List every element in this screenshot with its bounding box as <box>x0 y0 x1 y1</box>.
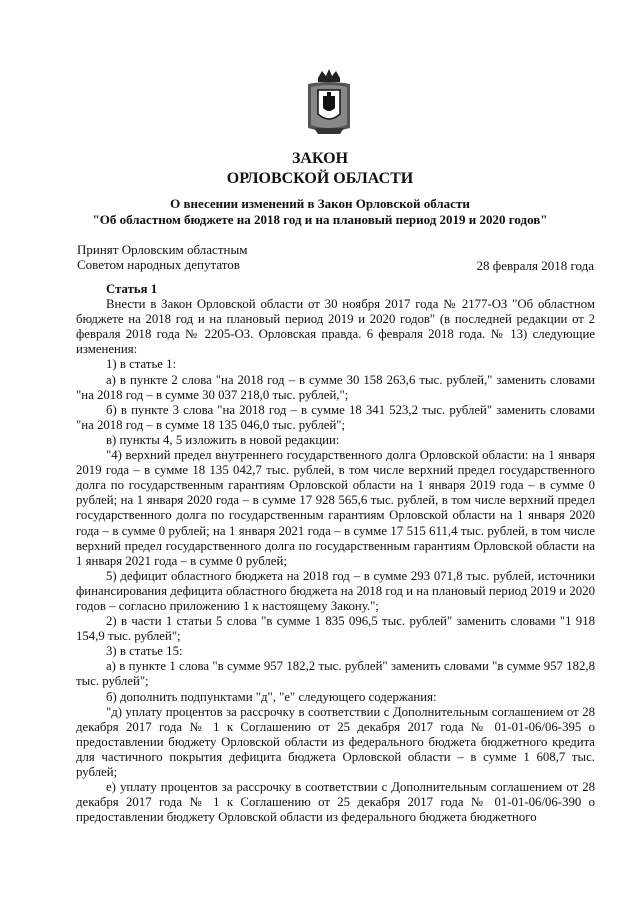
coat-of-arms-emblem <box>304 68 354 136</box>
document-title-region: ОРЛОВСКОЙ ОБЛАСТИ <box>226 170 414 187</box>
paragraph: 3) в статье 15: <box>106 644 183 659</box>
paragraph: 5) дефицит областного бюджета на 2018 год – в сумме 293 071,8 тыс. рублей, источники финансирования дефицита областного бюджета на 2018 год и на плановый период 2019 и 2020 годов – согласно приложению 1 к настоящему Закону."; <box>76 568 595 613</box>
paragraph: б) дополнить подпунктами "д", "е" следующего содержания: <box>106 689 437 704</box>
paragraph: "4) верхний предел внутреннего государственного долга Орловской области: на 1 января 2019 года – в сумме 18 135 042,7 тыс. рублей, в том числе верхний предел государственного долга по государственным гарантиям Орловской области на 1 января 2019 года – в сумме 0 рублей; на 1 января 2020 года – в сумме 17 928 565,6 тыс. рублей, в том числе верхний предел государственного долга по государственным гарантиям Орловской области на 1 января 2020 года – в сумме 0 рублей; на 1 января 2021 года – в сумме 17 515 611,4 тыс. рублей, в том числе верхний предел государственного долга по государственным гарантиям Орловской области на 1 января 2021 года – в сумме 0 рублей; <box>76 448 595 568</box>
paragraph: "д) уплату процентов за рассрочку в соответствии с Дополнительным соглашением от 28 декабря 2017 года № 1 к Соглашению от 25 декабря 2017 года № 01-01-06/06-395 о предоставлении бюджету Орловской области из федерального бюджета бюджетного кредита для частичного покрытия дефицита бюджета Орловской области – в сумме 1 608,7 тыс. рублей; <box>76 704 595 779</box>
document-subtitle-line2: "Об областном бюджете на 2018 год и на плановый период 2019 и 2020 годов" <box>92 212 548 227</box>
paragraph: 1) в статье 1: <box>106 357 177 372</box>
document-title: ЗАКОН <box>291 150 349 167</box>
adoption-statement <box>77 242 247 272</box>
document-body <box>76 282 595 825</box>
paragraph: б) в пункте 3 слова "на 2018 год – в сумме 18 341 523,2 тыс. рублей" заменить словами "на 2018 год – в сумме 18 135 046,0 тыс. рублей"; <box>76 402 595 432</box>
adoption-date: 28 февраля 2018 года <box>476 258 594 273</box>
article-heading: Статья 1 <box>106 282 158 296</box>
paragraph: а) в пункте 1 слова "в сумме 957 182,2 тыс. рублей" заменить словами "в сумме 957 182,8 тыс. рублей"; <box>76 659 595 689</box>
adoption-line1: Принят Орловским областным <box>77 242 248 257</box>
paragraph: Внести в Закон Орловской области от 30 ноября 2017 года № 2177-ОЗ "Об областном бюджете на 2018 год и на плановый период 2019 и 2020 годов" (в последней редакции от 2 февраля 2018 года № 2205-ОЗ. Орловская правда. 6 февраля 2018 года. № 13) следующие изменения: <box>76 297 595 357</box>
paragraph: 2) в части 1 статьи 5 слова "в сумме 1 835 096,5 тыс. рублей" заменить словами "1 918 154,9 тыс. рублей"; <box>76 614 595 644</box>
paragraph: в) пункты 4, 5 изложить в новой редакции: <box>106 432 340 447</box>
paragraph: а) в пункте 2 слова "на 2018 год – в сумме 30 158 263,6 тыс. рублей," заменить словами "на 2018 год – в сумме 30 037 218,0 тыс. рублей,"; <box>76 372 595 402</box>
document-subtitle-line1: О внесении изменений в Закон Орловской области <box>170 196 470 211</box>
paragraph: е) уплату процентов за рассрочку в соответствии с Дополнительным соглашением от 28 декабря 2017 года № 1 к Соглашению от 25 декабря 2017 года № 01-01-06/06-390 о предоставлении бюджету Орловской области из федерального бюджета бюджетного <box>76 780 595 825</box>
adoption-line2: Советом народных депутатов <box>77 257 240 272</box>
